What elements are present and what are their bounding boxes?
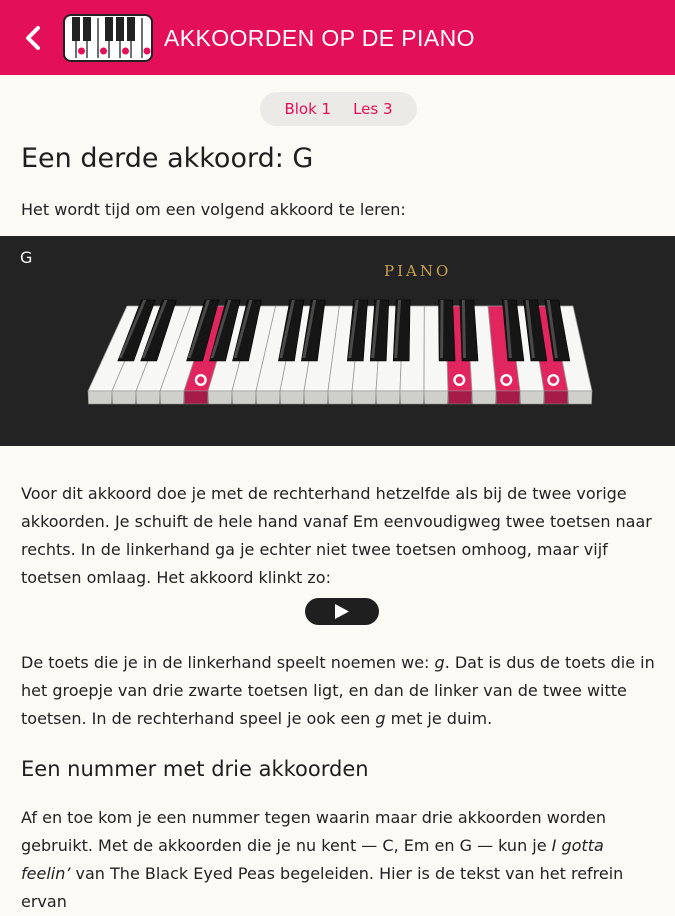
white-key-edge <box>160 391 184 404</box>
p3-text-b: van The Black Eyed Peas begeleiden. Hier is de tekst van het refrein ervan <box>21 864 624 911</box>
paragraph-left-hand <box>21 649 657 733</box>
white-key-edge <box>208 391 232 404</box>
p2-text-b: . Dat is dus de toets die in het groepje van drie zwarte toetsen ligt, en dan de linker van de twee witte toetsen. In de rechterhand speel je ook een <box>21 653 655 728</box>
key-marker-dot <box>456 376 463 383</box>
note-g: g <box>434 653 445 672</box>
white-key-edge <box>88 391 112 404</box>
piano-keyboard <box>0 236 675 446</box>
white-key-edge <box>352 391 376 404</box>
white-key-edge <box>568 391 592 404</box>
paragraph-explanation: Voor dit akkoord doe je met de rechterhand hetzelfde als bij de twee vorige akkoorden. Je schuift de hele hand vanaf Em eenvoudigweg twee toetsen naar rechts. In de linkerhand ga je echter niet twee toetsen omhoog, maar vijf toetsen omlaag. Het akkoord klinkt zo: <box>21 484 652 587</box>
app-title: AKKOORDEN OP DE PIANO <box>164 25 475 51</box>
white-key-edge <box>424 391 448 404</box>
chevron-left-icon[interactable] <box>20 24 46 52</box>
page-title: Een derde akkoord: G <box>21 143 314 174</box>
white-key-edge <box>496 391 520 404</box>
breadcrumb-lesson[interactable]: Les 3 <box>353 100 393 118</box>
key-marker-dot <box>197 376 204 383</box>
white-key-edge <box>400 391 424 404</box>
song-title: I gotta feelin’ <box>21 836 604 883</box>
white-key-edge <box>112 391 136 404</box>
breadcrumb-block[interactable]: Blok 1 <box>284 100 332 118</box>
white-key-edge <box>448 391 472 404</box>
white-key-edge <box>232 391 256 404</box>
key-marker-dot <box>550 376 557 383</box>
key-marker-dot <box>503 376 510 383</box>
white-key-edge <box>472 391 496 404</box>
play-button[interactable] <box>305 598 379 625</box>
app-header <box>0 0 675 75</box>
white-key-edge <box>376 391 400 404</box>
p2-text-a: De toets die je in de linkerhand speelt noemen we: <box>21 653 435 672</box>
note-g-2: g <box>375 709 386 728</box>
white-key-edge <box>184 391 208 404</box>
play-icon <box>334 604 350 619</box>
section-heading: Een nummer met drie akkoorden <box>21 757 369 781</box>
black-key-highlight <box>440 300 443 358</box>
piano-keys-logo-icon <box>63 14 153 62</box>
white-key-edge <box>136 391 160 404</box>
breadcrumb <box>260 92 417 126</box>
white-key-edge <box>304 391 328 404</box>
white-key-edge <box>280 391 304 404</box>
white-key-edge <box>328 391 352 404</box>
paragraph-song <box>21 804 657 916</box>
intro-text: Het wordt tijd om een volgend akkoord te leren: <box>21 200 406 219</box>
piano-illustration <box>0 236 675 446</box>
white-key-edge <box>520 391 544 404</box>
p2-text-c: met je duim. <box>385 709 493 728</box>
p3-text-a: Af en toe kom je een nummer tegen waarin maar drie akkoorden worden gebruikt. Met de akkoorden die je nu kent — C, Em en G — kun je <box>21 808 606 855</box>
chord-label: G <box>20 248 33 267</box>
white-key-edge <box>256 391 280 404</box>
piano-brand-label: PIANO <box>384 262 452 280</box>
white-key-edge <box>544 391 568 404</box>
